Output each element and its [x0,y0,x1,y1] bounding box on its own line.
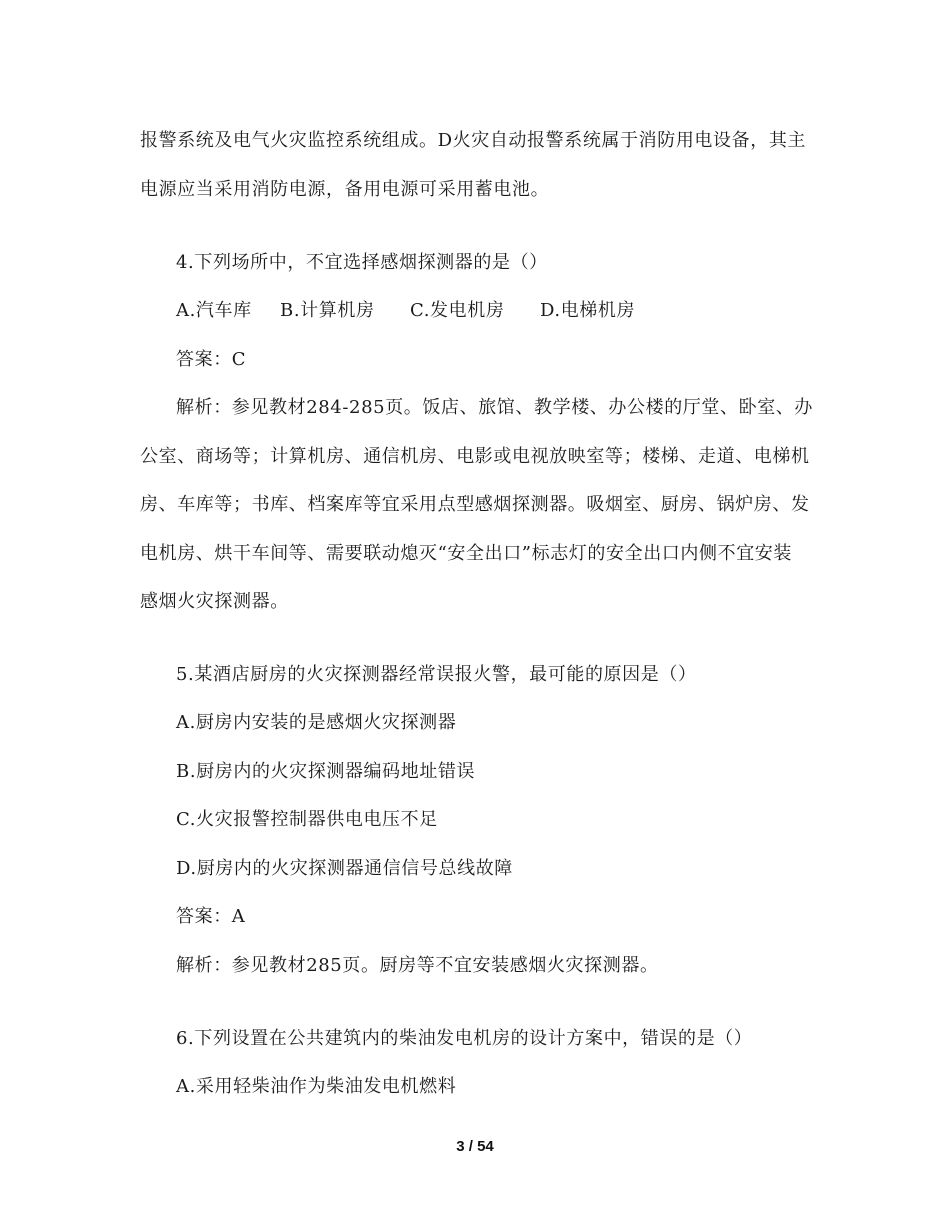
question-4-text: 4.下列场所中，不宜选择感烟探测器的是（） [176,252,548,273]
option-d: D.电梯机房 [540,300,636,321]
page-number: 3 / 54 [456,1138,494,1155]
paragraph-line: 电源应当采用消防电源，备用电源可采用蓄电池。 [140,179,550,200]
question-4-analysis-line: 公室、商场等；计算机房、通信机房、电影或电视放映室等；楼梯、走道、电梯机 [140,446,810,467]
question-5-text: 5.某酒店厨房的火灾探测器经常误报火警，最可能的原因是（） [176,664,697,685]
option-a: A.汽车库 [176,300,252,321]
paragraph-line: 报警系统及电气火灾监控系统组成。D火灾自动报警系统属于消防用电设备，其主 [140,130,807,151]
question-5-option-a: A.厨房内安装的是感烟火灾探测器 [176,712,457,733]
question-5-answer: 答案：A [176,906,246,927]
question-5-option-b: B.厨房内的火灾探测器编码地址错误 [176,761,476,782]
question-6-text: 6.下列设置在公共建筑内的柴油发电机房的设计方案中，错误的是（） [176,1028,753,1049]
question-4-options [176,299,856,323]
question-4-analysis-line: 房、车库等；书库、档案库等宜采用点型感烟探测器。吸烟室、厨房、锅炉房、发 [140,494,810,515]
question-4-analysis-line: 解析：参见教材284-285页。饭店、旅馆、教学楼、办公楼的厅堂、卧室、办 [176,397,813,418]
question-4-answer: 答案：C [176,349,247,370]
option-c: C.发电机房 [410,300,505,321]
question-6-option-a: A.采用轻柴油作为柴油发电机燃料 [176,1076,457,1097]
question-5-analysis: 解析：参见教材285页。厨房等不宜安装感烟火灾探测器。 [176,955,659,976]
question-4-analysis-line: 感烟火灾探测器。 [140,591,289,612]
option-b: B.计算机房 [280,300,375,321]
question-5-option-c: C.火灾报警控制器供电电压不足 [176,809,438,830]
question-5-option-d: D.厨房内的火灾探测器通信信号总线故障 [176,858,513,879]
question-4-analysis-line: 电机房、烘干车间等、需要联动熄灭“安全出口”标志灯的安全出口内侧不宜安装 [140,543,793,564]
